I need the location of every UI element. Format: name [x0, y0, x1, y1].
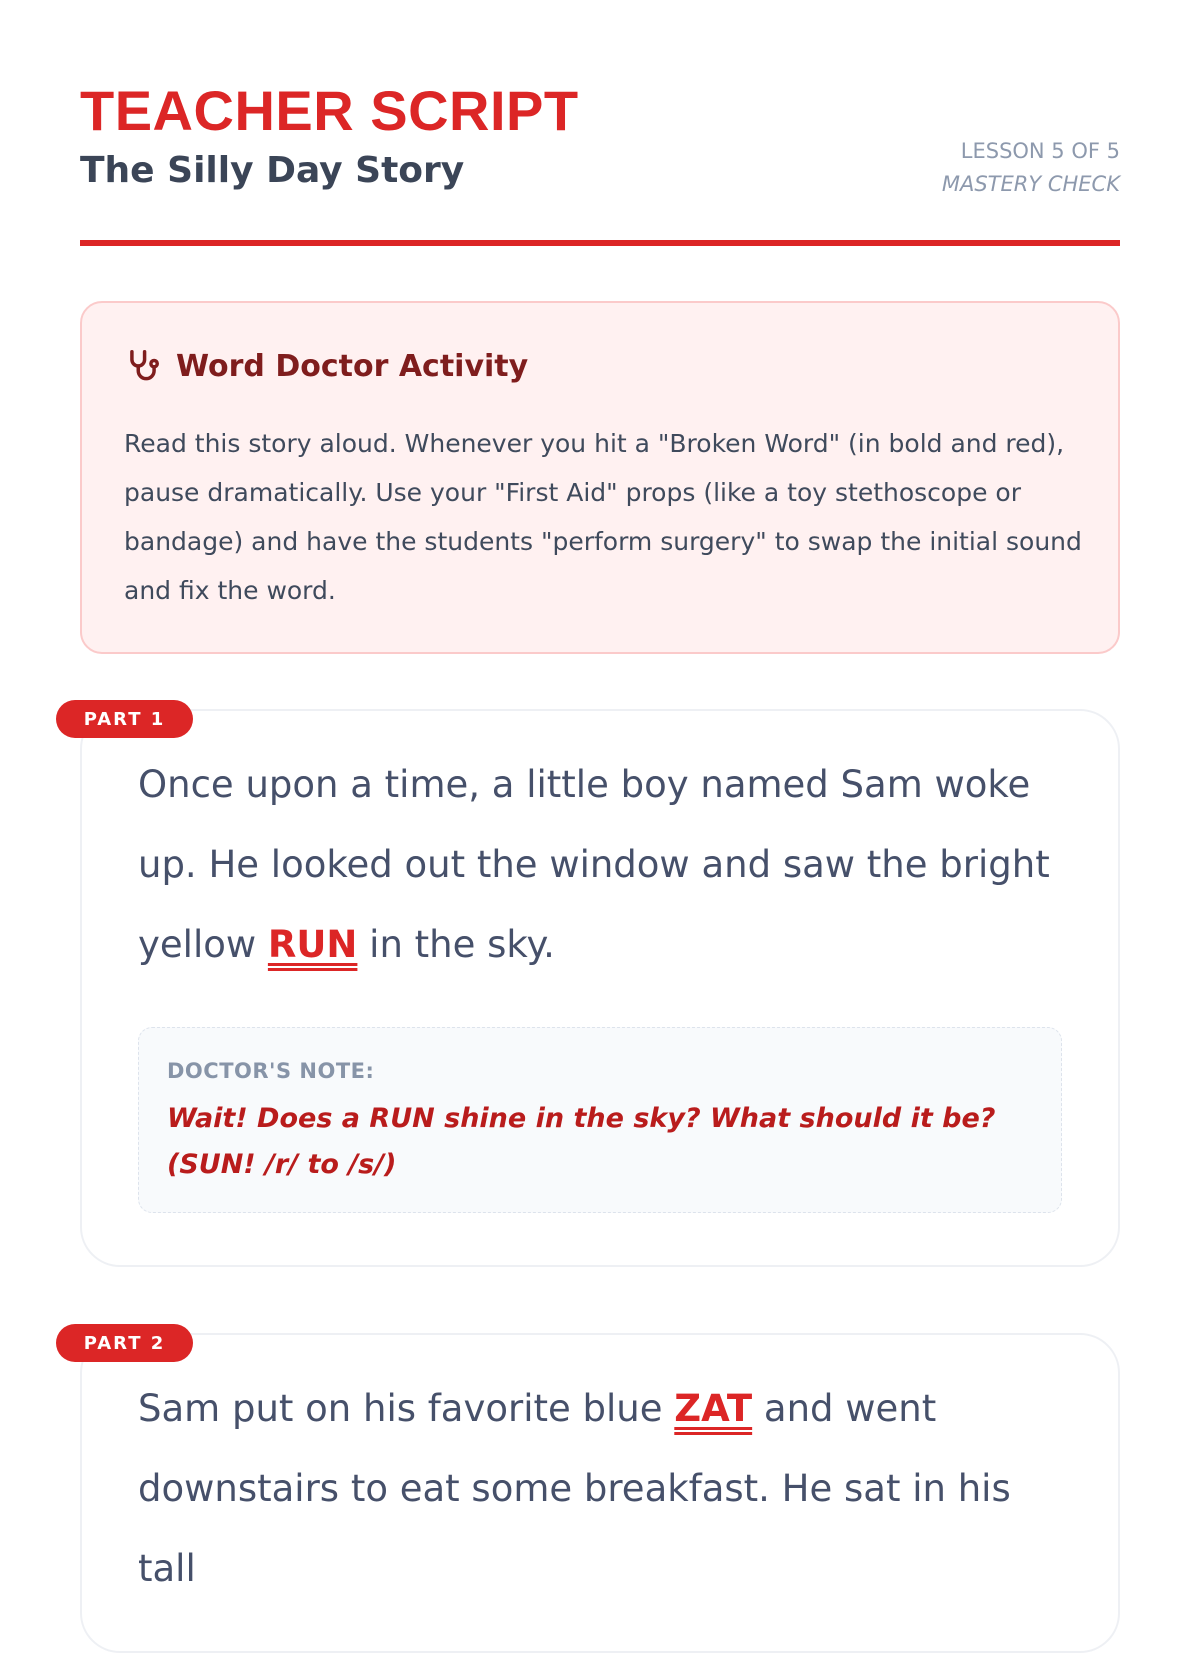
story-part-card	[80, 1333, 1120, 1653]
note-text: Wait! Does a RUN shine in the sky? What should it be? (SUN! /r/ to /s/)	[167, 1103, 996, 1180]
story-text-before: Once upon a time, a little boy named Sam woke up. He looked out the window and saw the bright yellow	[138, 763, 1050, 966]
activity-title: Word Doctor Activity	[176, 348, 529, 384]
page-header	[80, 0, 1120, 246]
story-text-after: and went downstairs to eat some breakfast. He sat in his tall	[138, 1387, 1011, 1590]
broken-word: RUN	[267, 923, 358, 966]
page-title: TEACHER SCRIPT	[80, 79, 579, 142]
part-badge: PART 2	[56, 1324, 193, 1362]
story-title: The Silly Day Story	[80, 150, 465, 191]
story-text-after: in the sky.	[357, 923, 555, 966]
story-part-card	[80, 709, 1120, 1267]
header-divider	[80, 240, 1120, 246]
lesson-info	[942, 135, 1120, 201]
broken-word: ZAT	[674, 1387, 753, 1430]
story-text	[138, 745, 1068, 985]
activity-header	[124, 347, 528, 385]
activity-box	[80, 301, 1120, 654]
stethoscope-icon	[124, 347, 162, 385]
doctors-note	[138, 1027, 1062, 1213]
lesson-mode: MASTERY CHECK	[941, 172, 1120, 196]
lesson-number: LESSON 5 OF 5	[960, 139, 1120, 163]
teacher-script-page	[80, 0, 1120, 1590]
part-badge: PART 1	[56, 700, 193, 738]
story-text-before: Sam put on his favorite blue	[138, 1387, 675, 1430]
story-text	[138, 1369, 1068, 1609]
note-label: DOCTOR'S NOTE:	[167, 1059, 375, 1083]
activity-instructions: Read this story aloud. Whenever you hit a "Broken Word" (in bold and red), pause dramatically. Use your "First Aid" props (like a toy stethoscope or bandage) and have the students "perform surgery" to swap the initial sound and fix the word.	[124, 429, 1082, 605]
